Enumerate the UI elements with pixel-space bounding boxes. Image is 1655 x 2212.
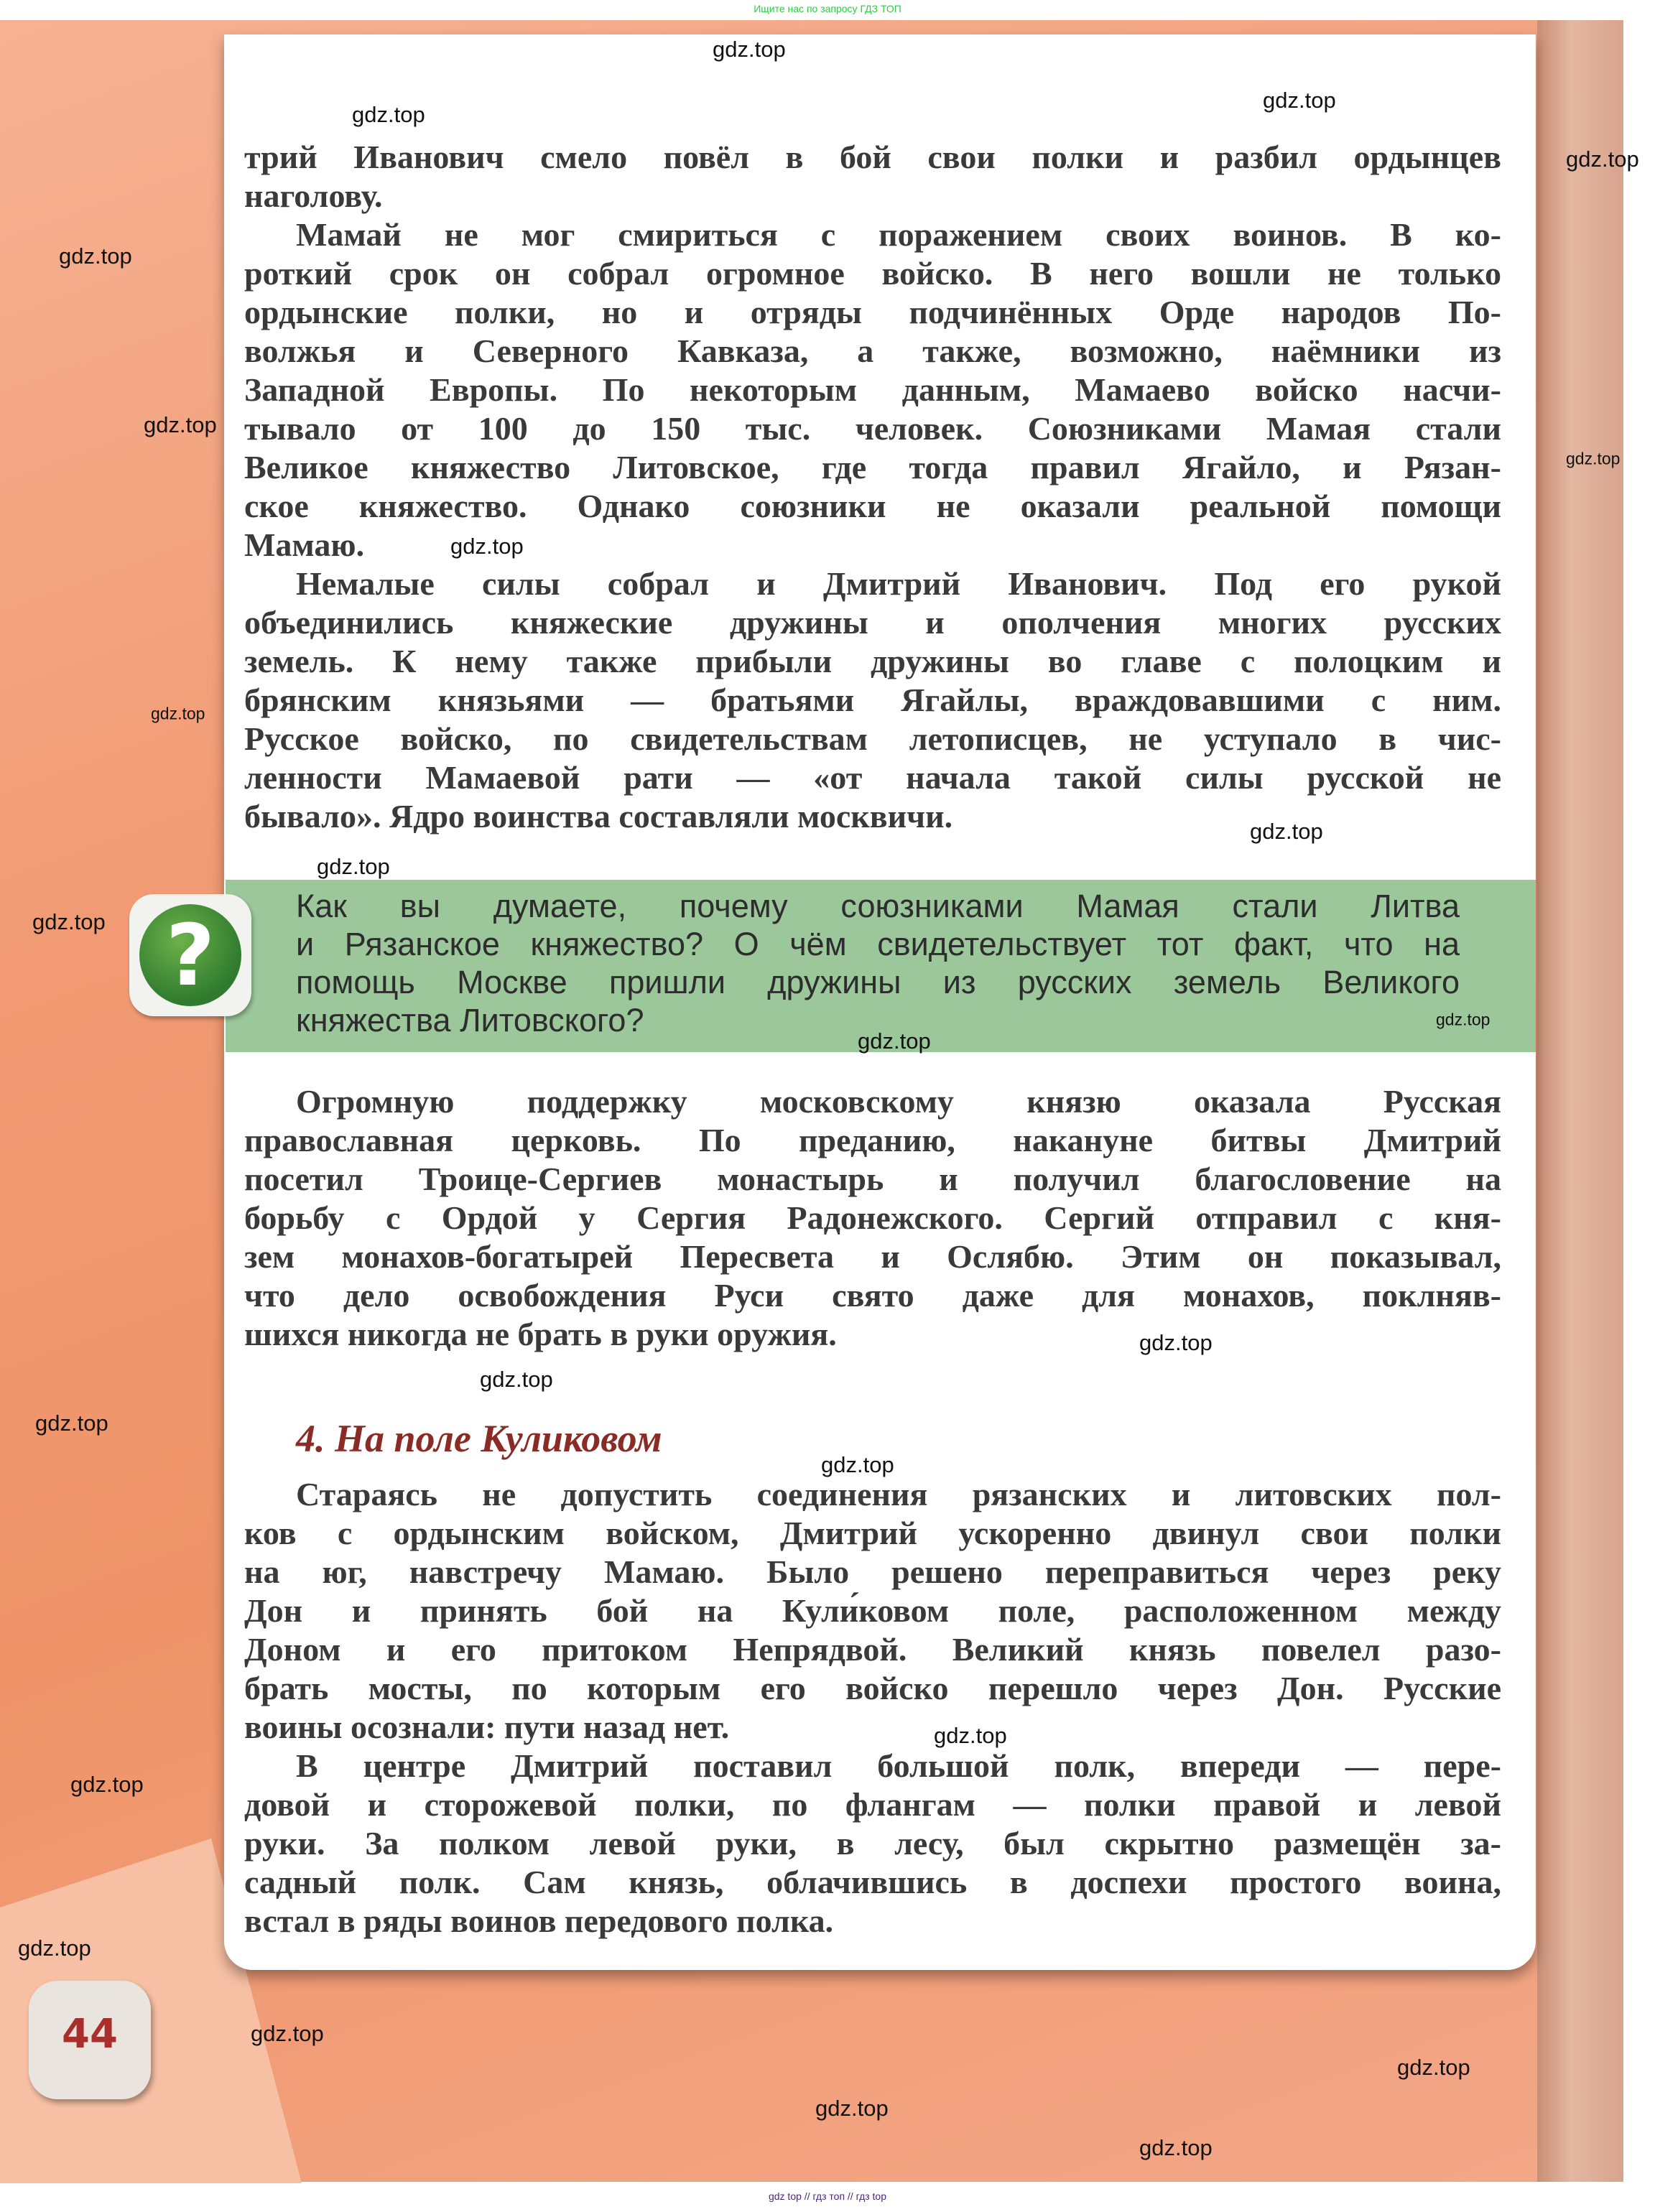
watermark: gdz.top xyxy=(1263,88,1336,113)
text-line: на юг, навстречу Мамаю. Было решено переправиться через реку xyxy=(244,1553,1501,1590)
text-line: бывало». Ядро воинства составляли москвичи. xyxy=(244,798,953,835)
text-line: садный полк. Сам князь, облачившись в доспехи простого воина, xyxy=(244,1864,1501,1900)
text-line: и Рязанское княжество? О чём свидетельствует тот факт, что на xyxy=(296,926,1460,962)
text-line: руки. За полком левой руки, в лесу, был скрытно размещён за- xyxy=(244,1825,1501,1862)
watermark: gdz.top xyxy=(858,1028,931,1054)
watermark: gdz.top xyxy=(59,243,132,269)
watermark: gdz.top xyxy=(1139,2135,1213,2160)
watermark: gdz.top xyxy=(1139,1330,1213,1355)
text-line: посетил Троице-Сергиев монастырь и получил благословение на xyxy=(244,1161,1501,1197)
text-block-3 xyxy=(244,1475,1501,1941)
text-line: брянским князьями — братьями Ягайлы, враждовавшими с ним. xyxy=(244,682,1501,718)
text-line: В центре Дмитрий поставил большой полк, впереди — пере- xyxy=(296,1747,1501,1784)
text-block-2 xyxy=(244,1082,1501,1354)
question-icon-box xyxy=(129,894,251,1016)
watermark: gdz.top xyxy=(35,1411,108,1436)
text-line: брать мосты, по которым его войско перешло через Дон. Русские xyxy=(244,1670,1501,1706)
watermark: gdz.top xyxy=(821,1452,894,1477)
watermark: gdz.top xyxy=(1566,449,1621,468)
text-line: ордынские полки, но и отряды подчинённых Орде народов По- xyxy=(244,294,1501,330)
text-line: что дело освобождения Руси свято даже для монахов, поклняв- xyxy=(244,1277,1501,1314)
watermark: gdz.top xyxy=(1436,1010,1491,1029)
section-heading: 4. На поле Куликовом xyxy=(296,1417,662,1460)
text-line: волжья и Северного Кавказа, а также, возможно, наёмники из xyxy=(244,333,1501,369)
text-line: Доном и его притоком Непрядвой. Великий князь повелел разо- xyxy=(244,1631,1501,1668)
text-line: Западной Европы. По некоторым данным, Мамаево войско насчи- xyxy=(244,371,1501,408)
text-line: Великое княжество Литовское, где тогда правил Ягайло, и Рязан- xyxy=(244,449,1501,485)
text-line: Как вы думаете, почему союзниками Мамая стали Литва xyxy=(296,888,1460,924)
text-block-1 xyxy=(244,138,1501,836)
text-line: Стараясь не допустить соединения рязанских и литовских пол- xyxy=(296,1476,1501,1512)
page-edge xyxy=(1537,20,1623,2182)
text-line: встал в ряды воинов передового полка. xyxy=(244,1902,834,1939)
watermark: gdz.top xyxy=(151,704,205,723)
watermark: gdz.top xyxy=(713,37,786,62)
watermark: gdz.top xyxy=(1250,819,1323,844)
watermark: gdz.top xyxy=(450,534,524,559)
text-line: княжества Литовского? xyxy=(296,1002,644,1038)
top-banner[interactable]: Ищите нас по запросу ГДЗ ТОП xyxy=(754,3,901,14)
text-line: православная церковь. По преданию, накануне битвы Дмитрий xyxy=(244,1122,1501,1158)
text-line: довой и сторожевой полки, по флангам — полки правой и левой xyxy=(244,1786,1501,1823)
text-line: борьбу с Ордой у Сергия Радонежского. Сергий отправил с кня- xyxy=(244,1199,1501,1236)
text-line: помощь Москве пришли дружины из русских земель Великого xyxy=(296,964,1460,1000)
margin xyxy=(1623,20,1655,2182)
text-line: тывало от 100 до 150 тыс. человек. Союзниками Мамая стали xyxy=(244,410,1501,447)
watermark: gdz.top xyxy=(1397,2055,1470,2080)
question-mark-icon: ? xyxy=(139,904,241,1006)
watermark: gdz.top xyxy=(815,2096,889,2121)
text-line: ленности Мамаевой рати — «от начала такой силы русской не xyxy=(244,759,1501,796)
text-line: зем монахов-богатырей Пересвета и Ослябю. Этим он показывал, xyxy=(244,1238,1501,1275)
text-line: роткий срок он собрал огромное войско. В него вошли не только xyxy=(244,255,1501,292)
watermark: gdz.top xyxy=(934,1723,1007,1748)
text-line: Мамай не мог смириться с поражением своих воинов. В ко- xyxy=(296,216,1501,253)
watermark: gdz.top xyxy=(70,1772,144,1797)
watermark: gdz.top xyxy=(1566,147,1639,172)
text-line: земель. К нему также прибыли дружины во главе с полоцким и xyxy=(244,643,1501,679)
watermark: gdz.top xyxy=(32,909,106,934)
watermark: gdz.top xyxy=(352,102,425,127)
text-line: Дон и принять бой на Кули́ковом поле, расположенном между xyxy=(244,1592,1501,1629)
watermark: gdz.top xyxy=(480,1367,553,1392)
page-number-badge xyxy=(29,1981,151,2099)
text-line: Огромную поддержку московскому князю оказала Русская xyxy=(296,1083,1501,1120)
text-line: Немалые силы собрал и Дмитрий Иванович. Под его рукой xyxy=(296,565,1501,602)
text-line: наголову. xyxy=(244,177,383,214)
watermark: gdz.top xyxy=(18,1936,91,1961)
bottom-banner[interactable]: gdz top // гдз топ // гдз top xyxy=(768,2190,887,2202)
page-number: 44 xyxy=(62,2011,118,2058)
text-line: объединились княжеские дружины и ополчения многих русских xyxy=(244,604,1501,641)
watermark: gdz.top xyxy=(144,412,217,437)
text-line: ское княжество. Однако союзники не оказали реальной помощи xyxy=(244,488,1501,524)
text-line: шихся никогда не брать в руки оружия. xyxy=(244,1316,837,1352)
watermark: gdz.top xyxy=(317,854,390,879)
text-line: трий Иванович смело повёл в бой свои полки и разбил ордынцев xyxy=(244,139,1501,175)
watermark: gdz.top xyxy=(251,2021,324,2046)
text-line: воины осознали: пути назад нет. xyxy=(244,1709,730,1745)
question-text xyxy=(296,887,1460,1039)
text-line: ков с ордынским войском, Дмитрий ускоренно двинул свои полки xyxy=(244,1515,1501,1551)
text-line: Мамаю. xyxy=(244,526,365,563)
text-line: Русское войско, по свидетельствам летописцев, не уступало в чис- xyxy=(244,720,1501,757)
